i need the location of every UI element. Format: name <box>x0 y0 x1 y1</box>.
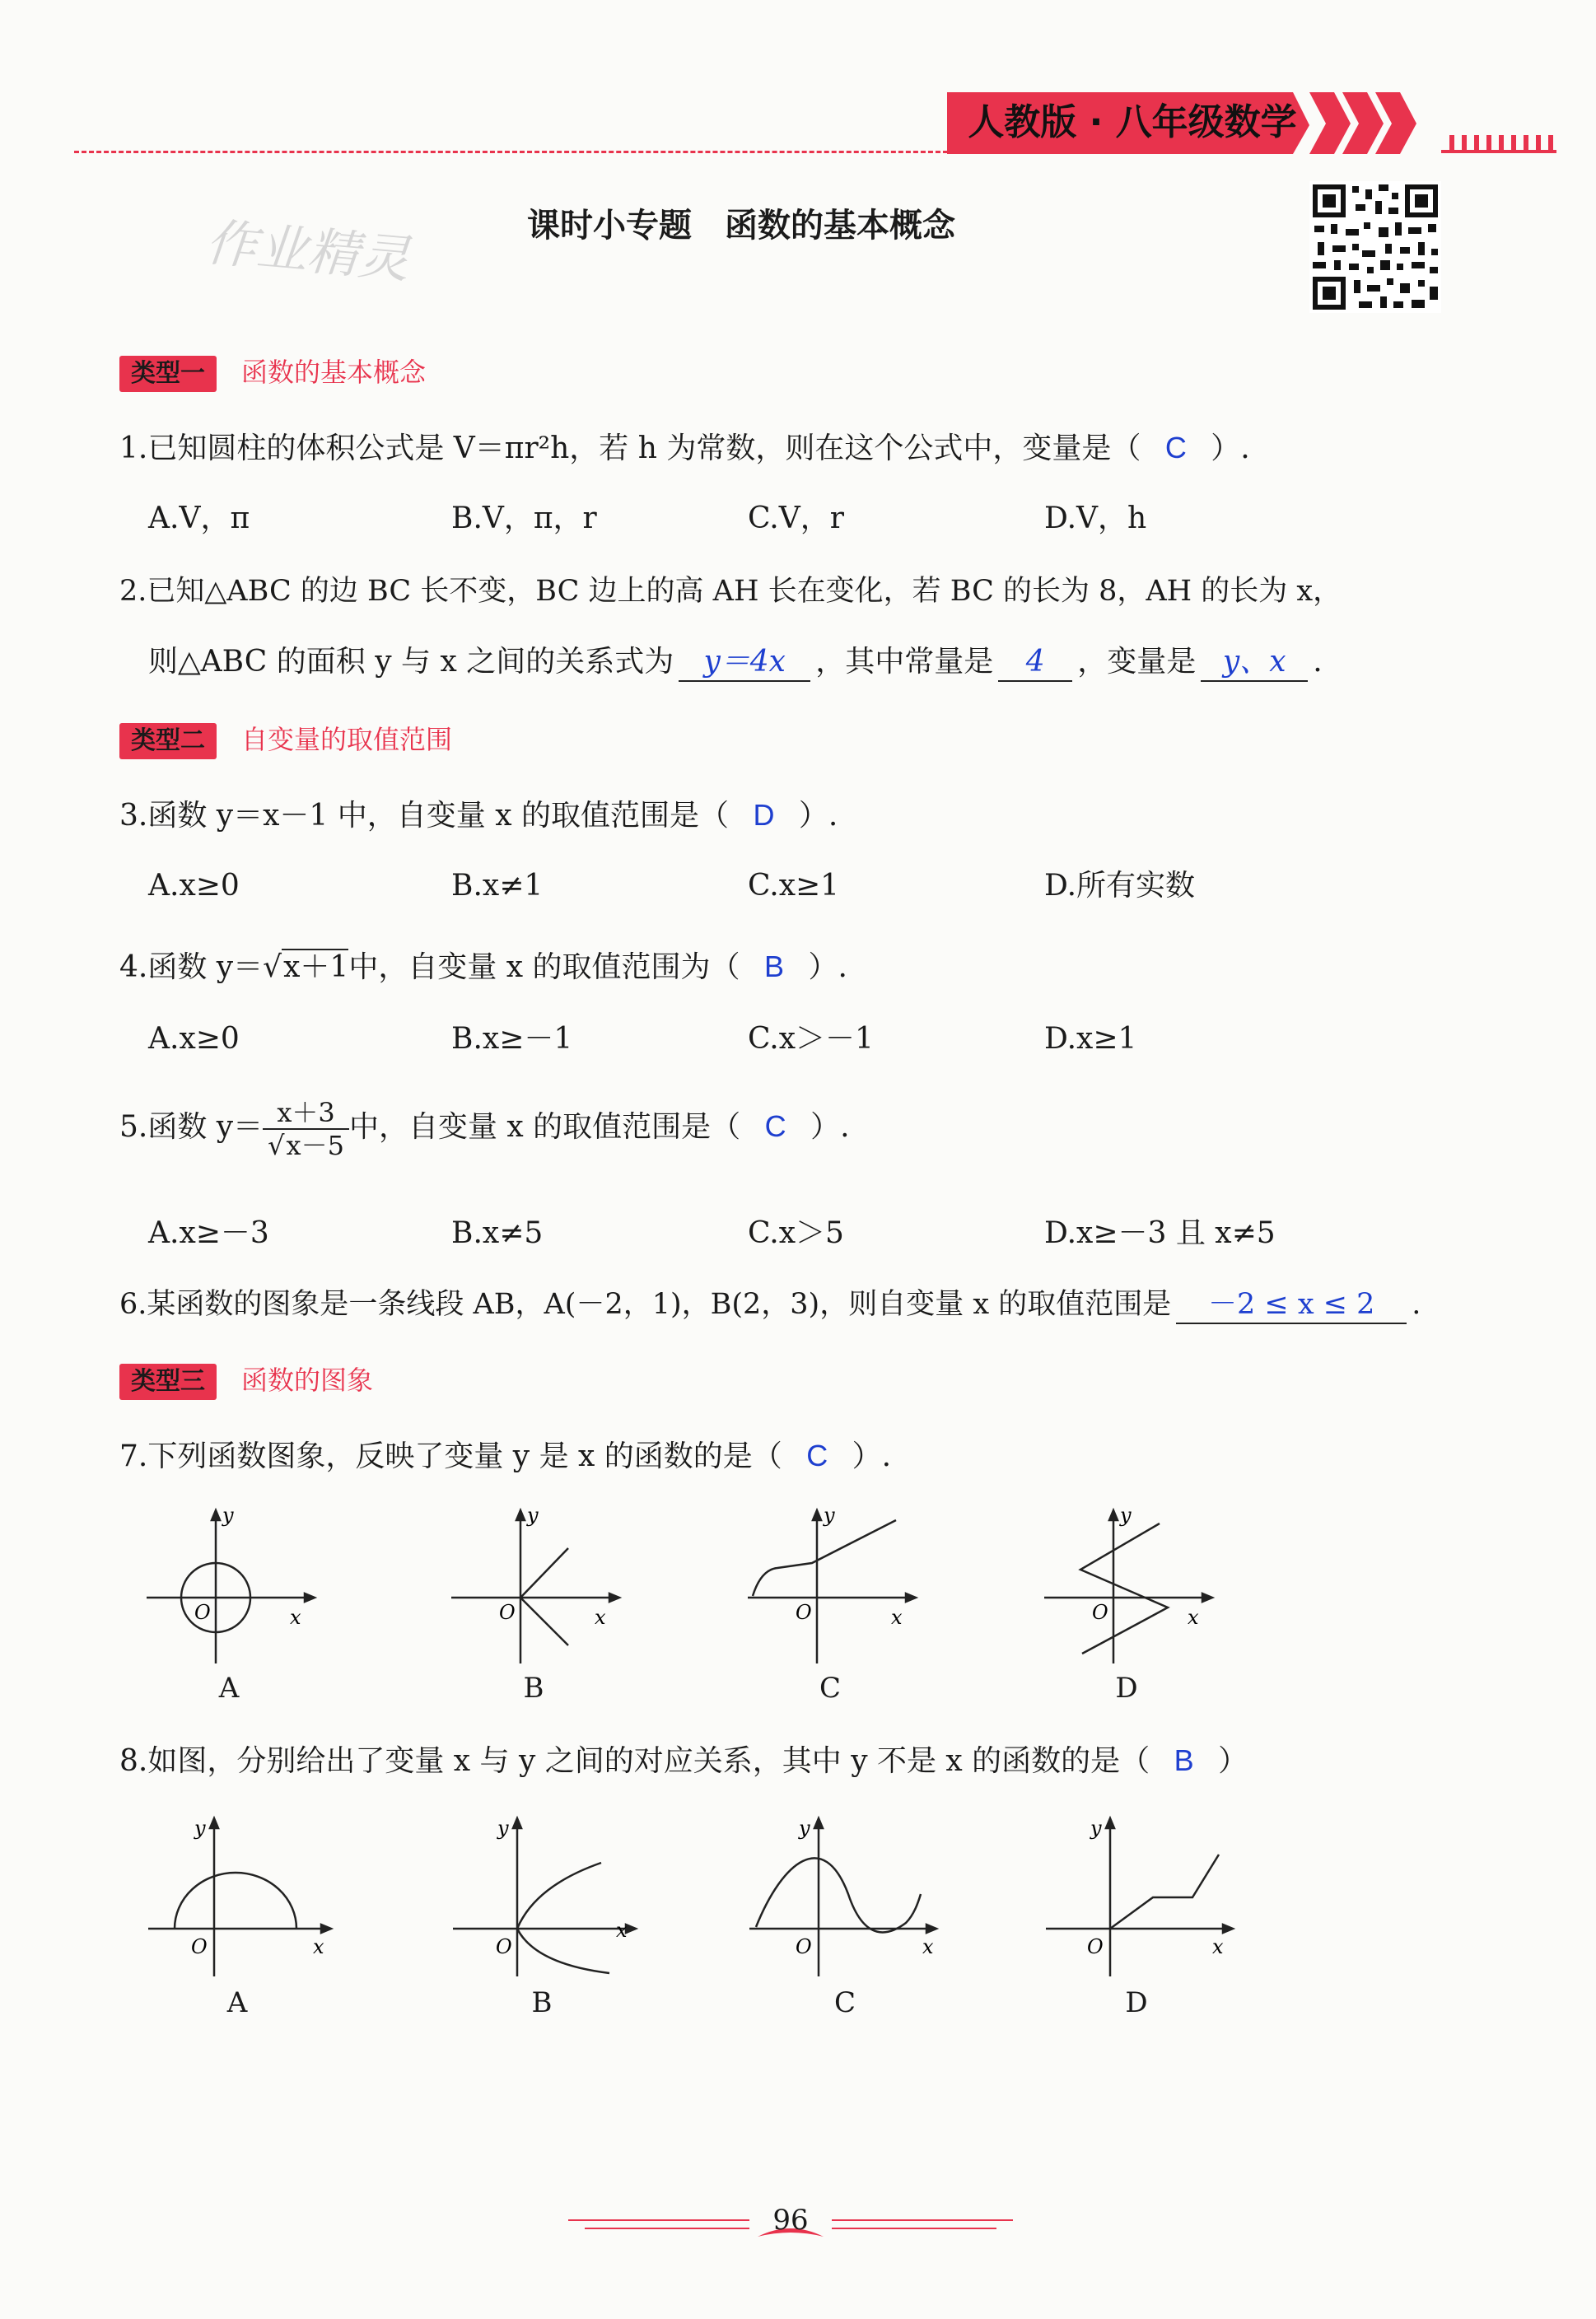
question-3-answer: D <box>753 798 775 832</box>
q2-text-b: ，其中常量是 <box>815 645 994 679</box>
x-label: x <box>616 1919 628 1942</box>
origin-label: O <box>1087 1935 1104 1958</box>
banner-text: 人教版 · 八年级数学 <box>968 101 1297 143</box>
question-7-answer: C <box>806 1439 828 1472</box>
q8-graph-b <box>445 1812 642 1985</box>
question-1-close: ）. <box>1211 432 1250 465</box>
origin-label: O <box>796 1601 812 1624</box>
q8-graph-d <box>1038 1812 1244 1985</box>
q8-caption-d: D <box>1125 1986 1148 2019</box>
origin-label: O <box>191 1935 208 1958</box>
page-number: 96 <box>772 2204 809 2237</box>
q2-text-d: . <box>1313 645 1323 679</box>
q5-fraction <box>263 1097 349 1161</box>
q4-option-c: C.x＞－1 <box>748 1022 874 1056</box>
question-1-text: 1.已知圆柱的体积公式是 V＝πr²h，若 h 为常数，则在这个公式中，变量是（ <box>119 432 1141 465</box>
q1-option-b: B.V，π，r <box>451 502 597 535</box>
question-6-text: 6.某函数的图象是一条线段 AB，A(－2，1)，B(2，3)，则自变量 x 的取值范围是 <box>119 1288 1172 1321</box>
x-label: x <box>595 1606 606 1629</box>
q7-caption-b: B <box>523 1672 544 1705</box>
q5-option-c: C.x＞5 <box>748 1216 844 1250</box>
question-5-answer: C <box>764 1109 786 1143</box>
section-title: 自变量的取值范围 <box>241 724 453 755</box>
question-3-close: ）. <box>798 799 838 833</box>
q5-option-b: B.x≠5 <box>451 1216 544 1250</box>
q7-graph-b <box>445 1507 626 1672</box>
q2-blank-relation: y＝4x <box>679 644 810 682</box>
q8-graph-a <box>140 1812 338 1985</box>
section-tag: 类型二 <box>119 723 217 759</box>
q4-radicand: x＋1 <box>283 950 349 984</box>
question-4 <box>119 947 847 987</box>
question-6 <box>119 1285 1421 1324</box>
question-8-text: 8.如图，分别给出了变量 x 与 y 之间的对应关系，其中 y 不是 x 的函数的是（ <box>119 1744 1150 1778</box>
page-title: 课时小专题 函数的基本概念 <box>527 206 955 245</box>
q7-caption-a: A <box>218 1672 240 1705</box>
section-title: 函数的基本概念 <box>241 357 427 388</box>
q5-denominator-wrap: √x－5 <box>268 1130 344 1161</box>
q4-option-b: B.x≥－1 <box>451 1022 573 1056</box>
q4-option-a: A.x≥0 <box>148 1022 240 1056</box>
question-4-close: ）. <box>808 950 847 984</box>
section-tag: 类型一 <box>119 356 217 392</box>
q1-option-c: C.V，r <box>748 502 844 535</box>
question-8-close: ） <box>1218 1744 1248 1778</box>
q2-text-a: 则△ABC 的面积 y 与 x 之间的关系式为 <box>148 645 674 679</box>
x-label: x <box>1212 1935 1224 1958</box>
q3-option-d: D.所有实数 <box>1044 869 1196 903</box>
q8-caption-a: A <box>226 1986 248 2019</box>
question-8 <box>119 1741 1248 1781</box>
qr-code-icon[interactable] <box>1309 181 1441 313</box>
q2-blank-variables: y、x <box>1201 644 1308 682</box>
question-3 <box>119 796 838 836</box>
question-5 <box>119 1095 850 1161</box>
q8-graph-c <box>741 1812 947 1985</box>
question-6-close: . <box>1412 1288 1421 1321</box>
sqrt-sign: √ <box>263 950 282 984</box>
y-label: y <box>527 1507 539 1527</box>
y-label: y <box>1120 1507 1132 1527</box>
origin-label: O <box>194 1601 211 1624</box>
q2-text-c: ，变量是 <box>1077 645 1197 679</box>
question-5-text-b: 中，自变量 x 的取值范围是（ <box>348 1110 741 1144</box>
q7-graph-c <box>741 1507 939 1672</box>
y-label: y <box>1090 1817 1102 1840</box>
y-label: y <box>222 1507 234 1527</box>
question-7 <box>119 1436 891 1477</box>
q5-option-a: A.x≥－3 <box>148 1216 269 1250</box>
q7-graph-a <box>140 1507 321 1672</box>
section-tag: 类型三 <box>119 1364 217 1400</box>
section-type-2 <box>119 723 452 759</box>
section-type-1 <box>119 356 426 392</box>
q2-blank-constant: 4 <box>998 644 1072 682</box>
question-2-line2 <box>148 642 1323 682</box>
q8-caption-b: B <box>531 1986 553 2019</box>
q7-caption-d: D <box>1115 1672 1138 1705</box>
watermark: 作业精灵 <box>203 212 413 290</box>
q3-option-c: C.x≥1 <box>748 869 840 903</box>
q6-blank-range: －2 ≤ x ≤ 2 <box>1176 1286 1407 1324</box>
q7-caption-c: C <box>819 1672 841 1705</box>
origin-label: O <box>499 1601 516 1624</box>
x-label: x <box>1188 1606 1199 1629</box>
x-label: x <box>922 1935 934 1958</box>
y-label: y <box>497 1817 509 1840</box>
q5-denominator: x－5 <box>286 1130 344 1161</box>
question-8-answer: B <box>1174 1743 1194 1777</box>
question-5-text: 5.函数 y＝ <box>119 1110 264 1144</box>
q5-numerator: x＋3 <box>263 1097 349 1130</box>
q1-option-a: A.V，π <box>148 502 250 535</box>
question-1-answer: C <box>1164 431 1187 464</box>
question-7-close: ）. <box>852 1439 892 1473</box>
section-title: 函数的图象 <box>241 1365 374 1396</box>
origin-label: O <box>496 1935 512 1958</box>
q4-option-d: D.x≥1 <box>1044 1022 1137 1056</box>
x-label: x <box>313 1935 324 1958</box>
section-type-3 <box>119 1364 373 1400</box>
q7-graph-d <box>1038 1507 1235 1672</box>
question-1 <box>119 428 1250 469</box>
x-label: x <box>290 1606 301 1629</box>
origin-label: O <box>796 1935 812 1958</box>
q8-caption-c: C <box>833 1986 856 2019</box>
question-5-close: ）. <box>810 1110 850 1144</box>
question-2-line1: 2.已知△ABC 的边 BC 长不变，BC 边上的高 AH 长在变化，若 BC 的长为 8，AH 的长为 x， <box>119 575 1342 608</box>
question-4-text-b: 中，自变量 x 的取值范围为（ <box>348 950 740 984</box>
question-4-answer: B <box>763 950 784 983</box>
x-label: x <box>891 1606 903 1629</box>
question-4-text: 4.函数 y＝ <box>119 950 264 984</box>
q5-option-d: D.x≥－3 且 x≠5 <box>1044 1216 1276 1250</box>
q3-option-a: A.x≥0 <box>148 869 240 903</box>
y-label: y <box>824 1507 835 1527</box>
header-rule <box>74 151 955 153</box>
y-label: y <box>799 1817 810 1840</box>
q1-option-d: D.V，h <box>1044 502 1147 535</box>
question-7-text: 7.下列函数图象，反映了变量 y 是 x 的函数的是（ <box>119 1439 782 1473</box>
origin-label: O <box>1092 1601 1108 1624</box>
q3-option-b: B.x≠1 <box>451 869 544 903</box>
question-3-text: 3.函数 y＝x－1 中，自变量 x 的取值范围是（ <box>119 799 729 833</box>
y-label: y <box>194 1817 206 1840</box>
